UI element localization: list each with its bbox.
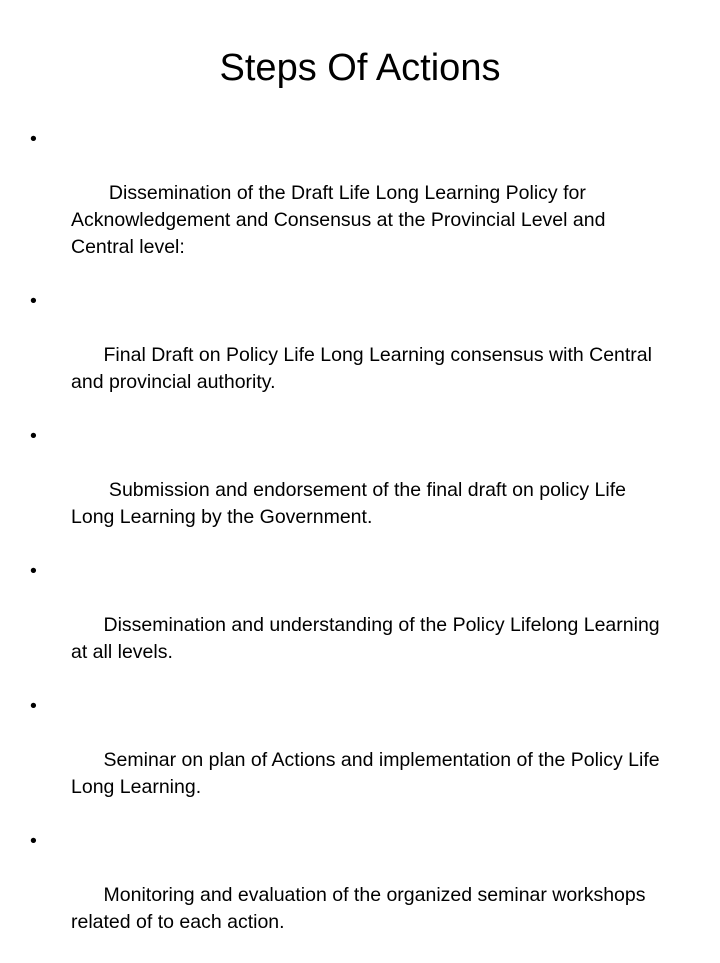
bullet-dot-icon: • bbox=[30, 425, 37, 447]
bullet-dot-icon: • bbox=[30, 830, 37, 852]
bullet-text: Seminar on plan of Actions and implementation of the Policy Life Long Learning. bbox=[71, 749, 666, 798]
bullet-dot-icon: • bbox=[30, 128, 37, 150]
bullet-item bbox=[30, 288, 670, 423]
bullet-item bbox=[30, 693, 670, 828]
slide-title: Steps Of Actions bbox=[219, 47, 501, 89]
bullet-dot-icon: • bbox=[30, 290, 37, 312]
bullet-text: Monitoring and evaluation of the organized seminar workshops related of to each action. bbox=[71, 884, 651, 933]
bullet-item bbox=[30, 828, 670, 963]
bullet-item bbox=[30, 558, 670, 693]
bullet-item bbox=[30, 423, 670, 558]
bullet-dot-icon: • bbox=[30, 695, 37, 717]
bullet-list bbox=[30, 126, 670, 963]
bullet-item bbox=[30, 126, 670, 288]
bullet-text: Final Draft on Policy Life Long Learning consensus with Central and provincial authority. bbox=[71, 344, 658, 393]
bullet-text: Submission and endorsement of the final draft on policy Life Long Learning by the Government. bbox=[71, 479, 632, 528]
bullet-dot-icon: • bbox=[30, 560, 37, 582]
bullet-text: Dissemination and understanding of the Policy Lifelong Learning at all levels. bbox=[71, 614, 671, 663]
bullet-text: Dissemination of the Draft Life Long Learning Policy for Acknowledgement and Consensus at the Provincial Level and Central level: bbox=[71, 182, 611, 258]
